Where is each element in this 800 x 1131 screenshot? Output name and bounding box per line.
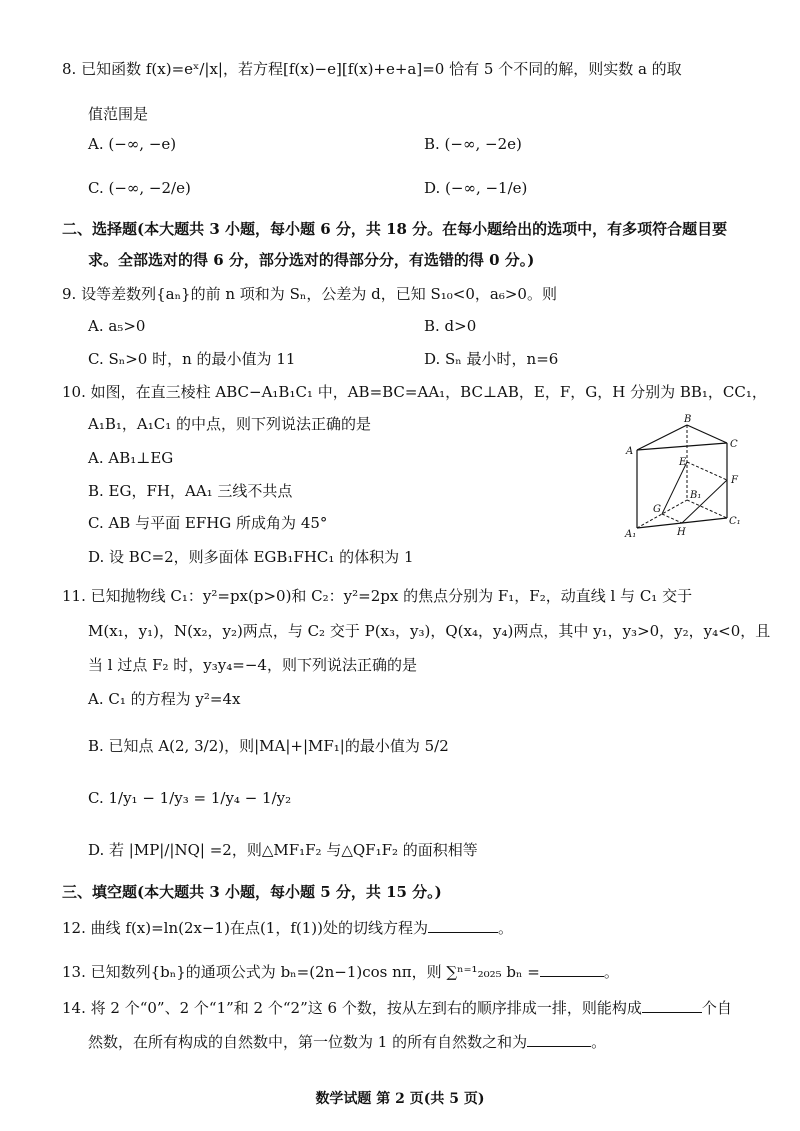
q8-option-a: A. (−∞, −e) xyxy=(88,135,177,153)
q10-option-a: A. AB₁⊥EG xyxy=(88,449,174,467)
q13-answer-blank[interactable] xyxy=(540,960,604,977)
q14-answer-blank-2[interactable] xyxy=(527,1030,591,1047)
q11-option-c: C. 1/y₁ − 1/y₃ = 1/y₄ − 1/y₂ xyxy=(88,789,292,807)
q12-end: 。 xyxy=(498,919,514,937)
fig-label-e: E xyxy=(679,457,687,468)
q11-stem-line3: 当 l 过点 F₂ 时，y₃y₄=−4，则下列说法正确的是 xyxy=(88,656,417,674)
q13-end: 。 xyxy=(603,963,619,981)
q9-option-c: C. Sₙ>0 时，n 的最小值为 11 xyxy=(88,350,296,368)
q10-stem-line1: 10. 如图，在直三棱柱 ABC−A₁B₁C₁ 中，AB=BC=AA₁，BC⊥AB，E，F，G，H 分别为 BB₁，CC₁， xyxy=(62,383,767,401)
q14-answer-blank-1[interactable] xyxy=(642,996,702,1013)
q13-stem: 13. 已知数列{bₙ}的通项公式为 bₙ=(2n−1)cos nπ，则 ∑ⁿ⁼¹₂₀₂₅ bₙ = xyxy=(62,963,540,981)
q9-option-d: D. Sₙ 最小时，n=6 xyxy=(424,350,559,368)
q9-option-a: A. a₅>0 xyxy=(88,317,146,335)
q8-option-c: C. (−∞, −2/e) xyxy=(88,179,191,197)
q10-stem-line2: A₁B₁，A₁C₁ 的中点，则下列说法正确的是 xyxy=(88,415,371,433)
q9-option-b: B. d>0 xyxy=(424,317,477,335)
section3-heading: 三、填空题(本大题共 3 小题，每小题 5 分，共 15 分。) xyxy=(62,883,442,901)
q11-option-b: B. 已知点 A(2, 3/2)，则|MA|+|MF₁|的最小值为 5/2 xyxy=(88,737,449,755)
q9-stem: 9. 设等差数列{aₙ}的前 n 项和为 Sₙ，公差为 d，已知 S₁₀<0，a₆>0。则 xyxy=(62,285,557,303)
q11-stem-line2: M(x₁，y₁)，N(x₂，y₂)两点，与 C₂ 交于 P(x₃，y₃)，Q(x₄，y₄)两点，其中 y₁，y₃>0，y₂，y₄<0，且 xyxy=(88,622,771,640)
q14-stem2: 然数，在所有构成的自然数中，第一位数为 1 的所有自然数之和为 xyxy=(88,1033,528,1051)
q10-option-d: D. 设 BC=2，则多面体 EGB₁FHC₁ 的体积为 1 xyxy=(88,548,414,566)
q10-option-b: B. EG，FH，AA₁ 三线不共点 xyxy=(88,482,293,500)
fig-label-g: G xyxy=(653,504,661,515)
q14-line1 xyxy=(62,996,732,1019)
q11-option-d: D. 若 |MP|/|NQ| =2，则△MF₁F₂ 与△QF₁F₂ 的面积相等 xyxy=(88,841,478,859)
q14-stem2-end: 。 xyxy=(591,1033,607,1051)
section2-heading-line2: 求。全部选对的得 6 分，部分选对的得部分分，有选错的得 0 分。) xyxy=(88,251,535,269)
q14-stem1-end: 个自 xyxy=(701,999,732,1017)
q11-stem-line1: 11. 已知抛物线 C₁：y²=px(p>0)和 C₂：y²=2px 的焦点分别为 F₁，F₂，动直线 l 与 C₁ 交于 xyxy=(62,587,693,605)
q8-stem-line2: 值范围是 xyxy=(88,105,149,123)
page-footer: 数学试题 第 2 页(共 5 页) xyxy=(315,1091,485,1107)
q8-option-b: B. (−∞, −2e) xyxy=(424,135,522,153)
fig-label-b1: B₁ xyxy=(690,490,702,501)
q8-stem-line1: 8. 已知函数 f(x)=eˣ/|x|，若方程[f(x)−e][f(x)+e+a]=0 恰有 5 个不同的解，则实数 a 的取 xyxy=(62,60,682,78)
prism-figure xyxy=(615,410,750,545)
q12-stem: 12. 曲线 f(x)=ln(2x−1)在点(1，f(1))处的切线方程为 xyxy=(62,919,428,937)
q10-option-c: C. AB 与平面 EFHG 所成角为 45° xyxy=(88,514,328,532)
q14-stem1: 14. 将 2 个“0”、2 个“1”和 2 个“2”这 6 个数，按从左到右的顺序排成一排，则能构成 xyxy=(62,999,642,1017)
fig-label-c: C xyxy=(730,439,738,450)
fig-label-a1: A₁ xyxy=(625,529,637,540)
q13-line xyxy=(62,960,619,983)
fig-label-f: F xyxy=(731,475,738,486)
q8-option-d: D. (−∞, −1/e) xyxy=(424,179,528,197)
q11-option-a: A. C₁ 的方程为 y²=4x xyxy=(88,690,241,708)
fig-label-c1: C₁ xyxy=(729,516,741,527)
q12-line xyxy=(62,916,513,939)
q14-line2 xyxy=(88,1030,606,1053)
fig-label-a: A xyxy=(626,446,634,457)
fig-label-b: B xyxy=(684,414,692,425)
section2-heading-line1: 二、选择题(本大题共 3 小题，每小题 6 分，共 18 分。在每小题给出的选项中，有多项符合题目要 xyxy=(62,220,728,238)
q12-answer-blank[interactable] xyxy=(428,916,498,933)
fig-label-h: H xyxy=(677,527,686,538)
